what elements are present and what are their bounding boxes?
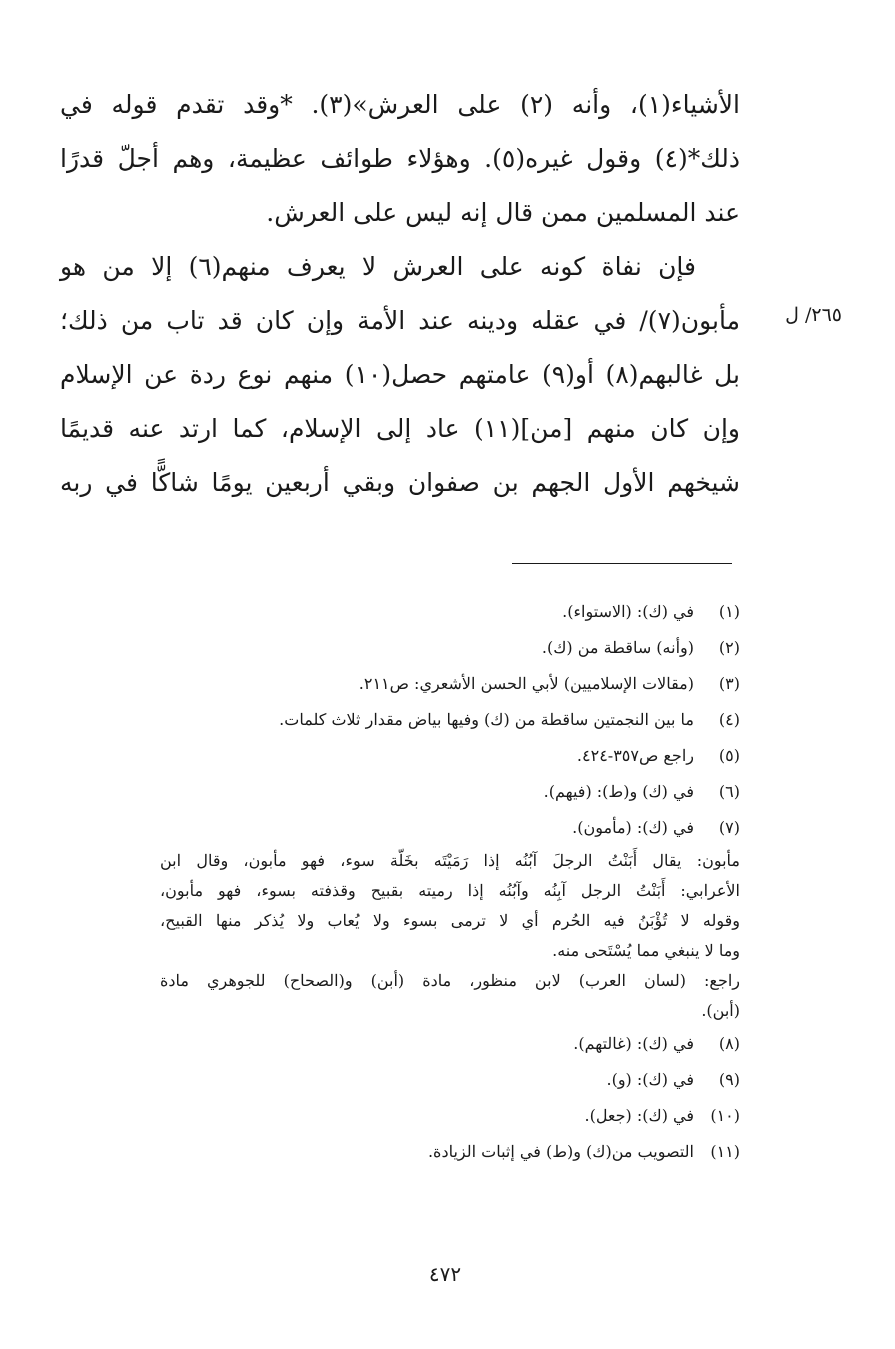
footnote-11 <box>160 1134 740 1170</box>
footnote-text: التصويب من(ك) و(ط) في إثبات الزيادة. <box>427 1142 694 1161</box>
footnote-number: (١١) <box>710 1142 740 1161</box>
page-number: ٤٧٢ <box>428 1262 462 1286</box>
footnote-divider <box>512 563 732 564</box>
footnote-text: (مقالات الإسلاميين) لأبي الحسن الأشعري: ص٢١١. <box>358 674 694 693</box>
footnotes <box>160 594 740 1170</box>
footnote-number: (٢) <box>718 638 740 657</box>
commentary-line: مأبون: يقال أَبَنْتُ الرجلَ آبُنُه إذا رَمَيْتَه بخَلّة سوء، فهو مأبون، وقال ابن <box>160 851 740 870</box>
footnote-6 <box>160 774 740 810</box>
footnote-4 <box>160 702 740 738</box>
main-line: عند المسلمين ممن قال إنه ليس على العرش. <box>266 198 740 227</box>
main-line: فإن نفاة كونه على العرش لا يعرف منهم(٦) إلا من هو <box>60 252 696 281</box>
footnote-2 <box>160 630 740 666</box>
footnote-text: (وأنه) ساقطة من (ك). <box>541 638 694 657</box>
footnote-10 <box>160 1098 740 1134</box>
footnote-text: ما بين النجمتين ساقطة من (ك) وفيها بياض مقدار ثلاث كلمات. <box>279 710 694 729</box>
footnote-3 <box>160 666 740 702</box>
footnote-text: في (ك): (مأمون). <box>572 818 694 837</box>
main-line: الأشياء(١)، وأنه (٢) على العرش»(٣). *وقد تقدم قوله في <box>60 90 740 119</box>
footnote-number: (٣) <box>718 674 740 693</box>
footnote-number: (٨) <box>718 1034 740 1053</box>
footnote-7-commentary <box>160 846 740 1026</box>
main-line: شيخهم الأول الجهم بن صفوان وبقي أربعين يومًا شاكًّا في ربه <box>60 468 740 497</box>
footnote-number: (٦) <box>718 782 740 801</box>
margin-note: ٢٦٥/ ل <box>785 304 842 326</box>
footnote-number: (٧) <box>718 818 740 837</box>
footnote-text: في (ك): (غالتهم). <box>573 1034 694 1053</box>
footnote-text: في (ك) و(ط): (فيهم). <box>543 782 694 801</box>
main-line: ذلك*(٤) وقول غيره(٥). وهؤلاء طوائف عظيمة، وهم أجلّ قدرًا <box>60 144 741 173</box>
footnote-text: في (ك): (جعل). <box>584 1106 694 1125</box>
commentary-line: وما لا ينبغي مما يُسْتَحى منه. <box>552 941 740 960</box>
footnote-number: (٩) <box>718 1070 740 1089</box>
footnote-number: (١٠) <box>710 1106 740 1125</box>
footnote-5 <box>160 738 740 774</box>
main-line: وإن كان منهم [من](١١) عاد إلى الإسلام، كما ارتد عنه قديمًا <box>60 414 740 443</box>
commentary-line: راجع: (لسان العرب) لابن منظور، مادة (أبن) و(الصحاح) للجوهري مادة <box>160 971 740 990</box>
footnote-9 <box>160 1062 740 1098</box>
main-line: بل غالبهم(٨) أو(٩) عامتهم حصل(١٠) منهم نوع ردة عن الإسلام <box>60 360 741 389</box>
footnote-text: راجع ص٣٥٧-٤٢٤. <box>576 746 694 765</box>
main-text <box>60 78 740 510</box>
footnote-text: في (ك): (الاستواء). <box>562 602 694 621</box>
footnote-number: (٤) <box>718 710 740 729</box>
footnote-8 <box>160 1026 740 1062</box>
main-line: مأبون(٧)/ في عقله ودينه عند الأمة وإن كان قد تاب من ذلك؛ <box>60 306 740 335</box>
footnote-number: (١) <box>718 602 740 621</box>
commentary-line: (أبن). <box>701 1001 740 1020</box>
commentary-line: الأعرابي: أَبَنْتُ الرجل آبِنُه وآبُنُه إذا رميته بقبيح وقذفته بسوء، فهو مأبون، <box>160 881 740 900</box>
footnote-number: (٥) <box>718 746 740 765</box>
footnote-1 <box>160 594 740 630</box>
commentary-line: وقوله لا تُؤْبَنُ فيه الحُرم أي لا ترمى بسوء ولا يُعاب ولا يُذكر منها القبيح، <box>160 911 741 930</box>
footnote-7 <box>160 810 740 846</box>
footnote-text: في (ك): (و). <box>606 1070 694 1089</box>
